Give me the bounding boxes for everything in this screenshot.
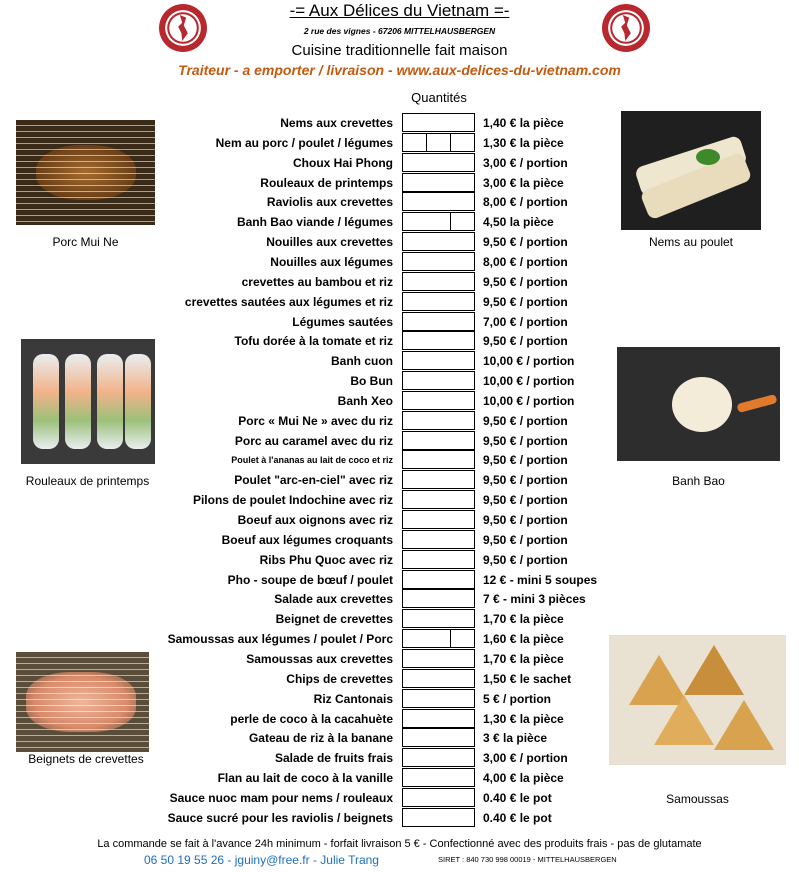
menu-item-price: 9,50 € / portion (483, 334, 568, 349)
caption-banh-bao: Banh Bao (672, 474, 725, 488)
services-line: Traiteur - a emporter / livraison - www.aux-delices-du-vietnam.com (178, 62, 621, 78)
menu-item-price: 3,00 € la pièce (483, 175, 564, 190)
caption-samoussas: Samoussas (666, 792, 729, 806)
photo-nems-poulet (621, 111, 761, 230)
menu-row (0, 550, 799, 570)
menu-item-name: Raviolis aux crevettes (266, 195, 393, 210)
menu-item-name: Bo Bun (350, 374, 393, 389)
menu-row (0, 490, 799, 510)
menu-item-price: 7 € - mini 3 pièces (483, 592, 586, 607)
menu-item-price: 1,40 € la pièce (483, 116, 564, 130)
menu-item-price: 9,50 € / portion (483, 453, 568, 468)
quantity-box[interactable] (402, 450, 475, 469)
menu-item-price: 9,50 € / portion (483, 493, 568, 508)
quantity-box[interactable] (402, 232, 475, 251)
footer-siret: SIRET : 840 730 998 00019 - MITTELHAUSBERGEN (438, 855, 617, 864)
menu-item-name: Tofu dorée à la tomate et riz (234, 334, 393, 349)
menu-item-name: Riz Cantonais (313, 691, 393, 706)
caption-nems-poulet: Nems au poulet (648, 235, 734, 249)
menu-item-name: Gateau de riz à la banane (248, 731, 393, 746)
photo-samoussas (609, 635, 786, 765)
menu-item-price: 1,70 € la pièce (483, 612, 564, 627)
menu-item-name: Flan au lait de coco à la vanille (217, 771, 393, 786)
menu-row (0, 252, 799, 272)
menu-item-name: Boeuf aux oignons avec riz (237, 513, 393, 527)
quantity-box[interactable] (402, 351, 475, 370)
menu-item-price: 9,50 € / portion (483, 532, 568, 547)
menu-item-price: 12 € - mini 5 soupes (483, 572, 598, 587)
quantity-box[interactable] (402, 808, 475, 827)
quantity-box[interactable] (402, 411, 475, 430)
quantity-box[interactable] (402, 689, 475, 708)
menu-item-name: Nouilles aux crevettes (266, 235, 393, 250)
menu-item-price: 1,30 € la pièce (483, 135, 564, 150)
photo-beignets (16, 652, 149, 752)
address: 2 rue des vignes - 67206 MITTELHAUSBERGEN (303, 26, 496, 36)
menu-item-name: Légumes sautées (292, 314, 393, 329)
menu-item-price: 9,50 € / portion (483, 294, 568, 309)
menu-item-price: 3,00 € / portion (483, 751, 568, 766)
quantity-box[interactable] (402, 153, 475, 172)
menu-item-price: 5 € / portion (483, 691, 552, 706)
menu-item-price: 9,50 € / portion (483, 433, 568, 448)
quantity-box[interactable] (402, 371, 475, 390)
menu-item-name: Pho - soupe de bœuf / poulet (227, 572, 393, 587)
quantity-box[interactable] (402, 550, 475, 569)
menu-item-name: Rouleaux de printemps (260, 175, 393, 190)
menu-item-name: Banh Xeo (337, 393, 393, 408)
quantity-box[interactable] (402, 391, 475, 410)
menu-item-price: 1,60 € la pièce (483, 632, 564, 647)
footer-contact: 06 50 19 55 26 - jguiny@free.fr - Julie Trang (144, 853, 379, 867)
menu-row (0, 510, 799, 530)
menu-item-name: Banh cuon (331, 354, 393, 369)
menu-item-price: 9,50 € / portion (483, 513, 568, 527)
quantity-box[interactable] (402, 768, 475, 787)
quantity-box[interactable] (402, 649, 475, 668)
quantity-box[interactable] (402, 192, 475, 211)
menu-item-name: Choux Hai Phong (293, 155, 393, 170)
menu-item-price: 1,30 € la pièce (483, 711, 564, 726)
quantity-box[interactable] (402, 212, 475, 231)
caption-beignets: Beignets de crevettes (28, 752, 144, 766)
quantity-box[interactable] (402, 589, 475, 608)
quantity-box[interactable] (402, 748, 475, 767)
menu-row (0, 768, 799, 788)
menu-item-name: Nem au porc / poulet / légumes (215, 135, 393, 150)
quantity-box[interactable] (402, 431, 475, 450)
menu-item-price: 10,00 € / portion (483, 374, 575, 389)
menu-item-price: 9,50 € / portion (483, 552, 568, 567)
menu-row (0, 570, 799, 590)
quantity-box[interactable] (402, 788, 475, 807)
menu-item-price: 9,50 € / portion (483, 235, 568, 250)
quantity-box[interactable] (402, 709, 475, 728)
menu-item-name: crevettes sautées aux légumes et riz (184, 294, 393, 309)
quantity-box[interactable] (402, 292, 475, 311)
photo-rouleaux (21, 339, 155, 464)
menu-item-price: 10,00 € / portion (483, 393, 575, 408)
menu-item-price: 0.40 € le pot (483, 790, 552, 805)
quantity-box[interactable] (402, 510, 475, 529)
menu-row (0, 808, 799, 828)
caption-porc-mui-ne: Porc Mui Ne (52, 235, 119, 249)
menu-item-price: 9,50 € / portion (483, 413, 568, 428)
quantity-box[interactable] (402, 609, 475, 628)
menu-item-name: Pilons de poulet Indochine avec riz (192, 493, 393, 508)
menu-item-name: Sauce nuoc mam pour nems / rouleaux (169, 790, 393, 805)
menu-row (0, 272, 799, 292)
menu-row (0, 312, 799, 332)
quantity-box[interactable] (402, 629, 475, 648)
quantity-box[interactable] (402, 312, 475, 331)
quantity-box[interactable] (402, 728, 475, 747)
menu-item-name: Nems aux crevettes (280, 116, 393, 130)
subtitle: Cuisine traditionnelle fait maison (291, 42, 508, 59)
quantity-box[interactable] (402, 490, 475, 509)
menu-item-name: Salade de fruits frais (274, 751, 393, 766)
menu-item-name: Banh Bao viande / légumes (236, 215, 393, 230)
menu-item-name: Nouilles aux légumes (270, 254, 393, 269)
menu-item-name: Porc « Mui Ne » avec du riz (238, 413, 393, 428)
page-title: -= Aux Délices du Vietnam =- (289, 1, 510, 20)
menu-item-name: Boeuf aux légumes croquants (221, 532, 393, 547)
menu-item-price: 8,00 € / portion (483, 195, 568, 210)
menu-item-name: Salade aux crevettes (274, 592, 393, 607)
menu-row (0, 530, 799, 550)
menu-item-price: 8,00 € / portion (483, 254, 568, 269)
photo-porc-mui-ne (16, 120, 155, 225)
menu-row (0, 609, 799, 629)
menu-item-name: Porc au caramel avec du riz (234, 433, 393, 448)
menu-item-price: 1,70 € la pièce (483, 651, 564, 666)
menu-item-name: Samoussas aux légumes / poulet / Porc (167, 632, 393, 647)
menu-item-price: 1,50 € le sachet (483, 671, 572, 686)
menu-item-name: Chips de crevettes (286, 671, 393, 686)
quantity-box[interactable] (402, 252, 475, 271)
quantity-box[interactable] (402, 173, 475, 192)
menu-item-name: Beignet de crevettes (275, 612, 393, 627)
menu-item-price: 9,50 € / portion (483, 274, 568, 289)
menu-item-price: 4,00 € la pièce (483, 771, 564, 786)
caption-rouleaux: Rouleaux de printemps (25, 474, 150, 488)
menu-item-price: 7,00 € / portion (483, 314, 568, 329)
menu-item-price: 4,50 la pièce (483, 215, 554, 230)
quantity-box[interactable] (402, 470, 475, 489)
menu-item-name: Poulet à l'ananas au lait de coco et riz (231, 455, 393, 466)
menu-row (0, 292, 799, 312)
quantity-box[interactable] (402, 570, 475, 589)
quantity-column-header: Quantités (411, 90, 467, 105)
menu-item-name: Samoussas aux crevettes (246, 651, 393, 666)
menu-item-price: 0.40 € le pot (483, 810, 552, 825)
menu-item-price: 9,50 € / portion (483, 473, 568, 488)
footer-note: La commande se fait à l'avance 24h minimum - forfait livraison 5 € - Confectionné avec des produits frais - pas de glutamate (97, 838, 702, 850)
quantity-box[interactable] (402, 530, 475, 549)
menu-row (0, 589, 799, 609)
quantity-box[interactable] (402, 133, 475, 152)
menu-item-name: Sauce sucré pour les raviolis / beignets (167, 810, 393, 825)
photo-banh-bao (617, 347, 780, 461)
menu-item-price: 3,00 € / portion (483, 155, 568, 170)
menu-item-price: 3 € la pièce (483, 731, 548, 746)
menu-item-price: 10,00 € / portion (483, 354, 575, 369)
quantity-box[interactable] (402, 669, 475, 688)
menu-item-name: Poulet "arc-en-ciel" avec riz (234, 473, 393, 488)
quantity-box[interactable] (402, 331, 475, 350)
quantity-box[interactable] (402, 272, 475, 291)
menu-item-name: crevettes au bambou et riz (241, 274, 393, 289)
quantity-box[interactable] (402, 113, 475, 132)
menu-item-name: perle de coco à la cacahuète (230, 711, 393, 726)
menu-item-name: Ribs Phu Quoc avec riz (259, 552, 393, 567)
